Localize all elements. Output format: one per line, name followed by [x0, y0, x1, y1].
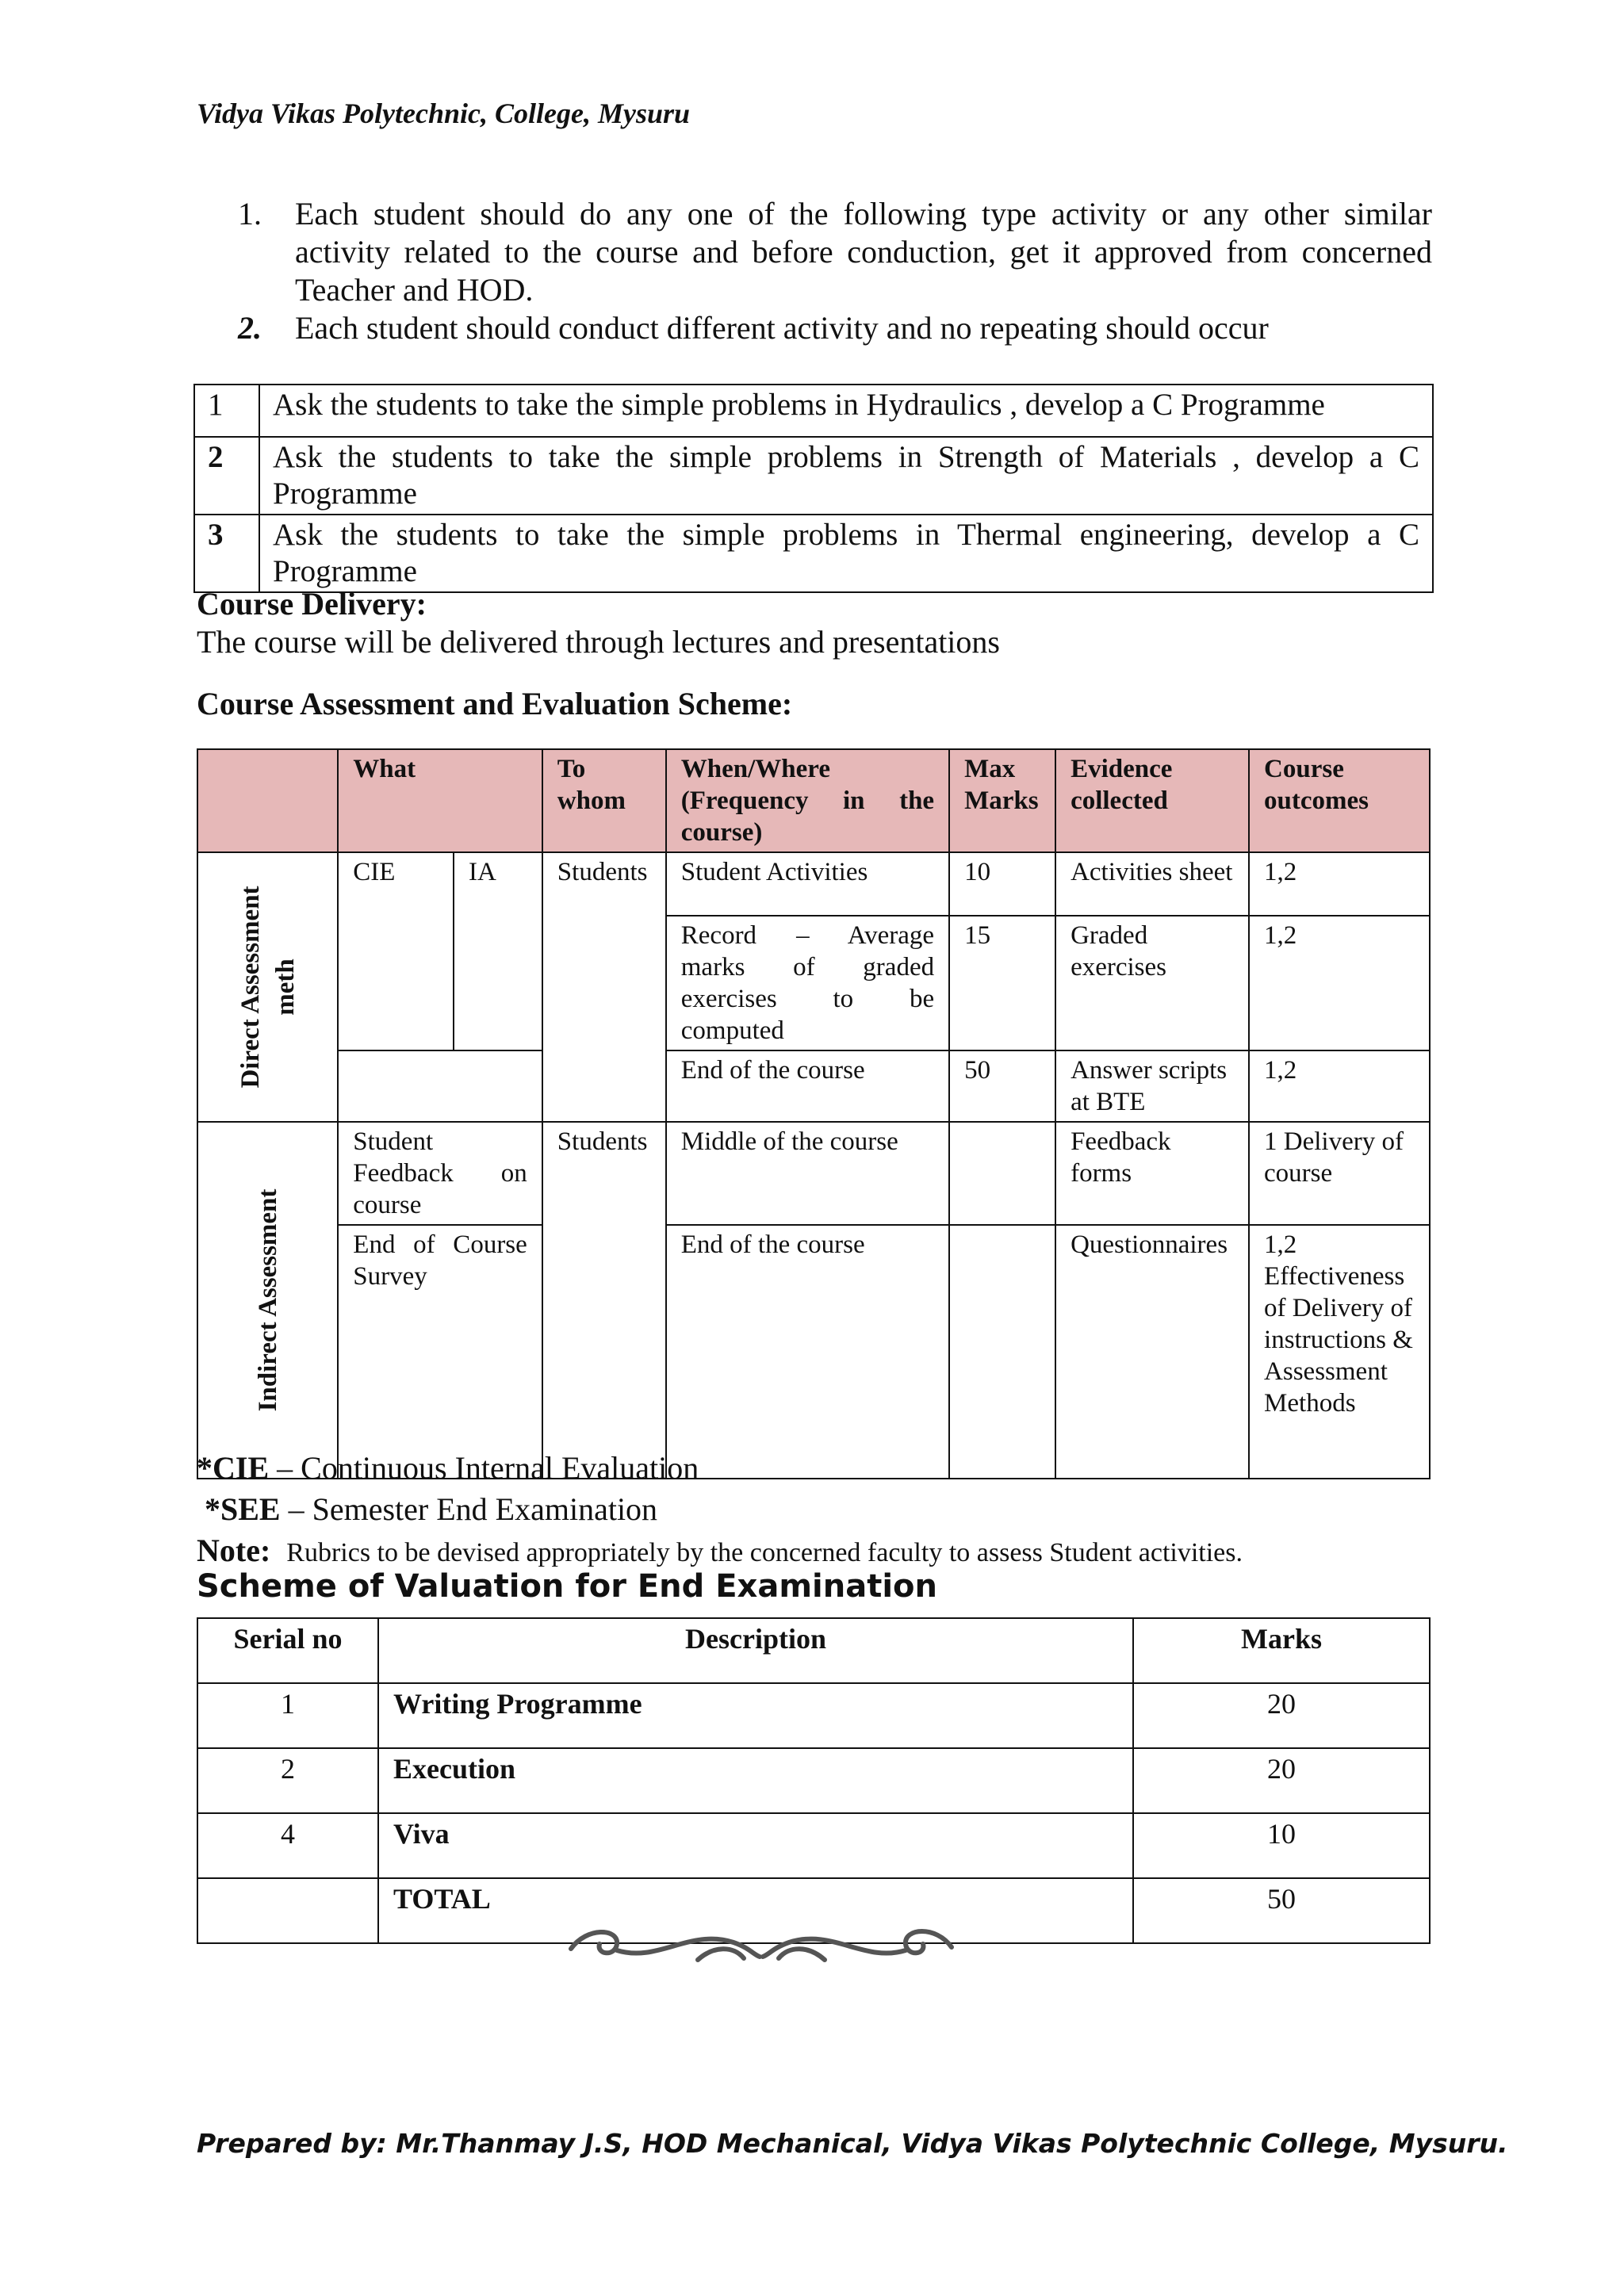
when-cell: Middle of the course: [666, 1122, 949, 1225]
direct-assessment-label: Direct Assessment meth: [236, 886, 300, 1089]
max-marks-cell: 15: [949, 916, 1055, 1050]
assessment-title: Course Assessment and Evaluation Scheme:: [197, 686, 793, 721]
activities-table: [193, 384, 1434, 593]
evidence-cell: Feedback forms: [1055, 1122, 1249, 1225]
assessment-table: [197, 748, 1431, 1479]
activity-number: 1: [194, 385, 259, 437]
activity-number: 2: [194, 437, 259, 515]
blank-header-cell: [197, 749, 338, 852]
description-header: Description: [378, 1618, 1133, 1683]
marks-cell: 10: [1133, 1813, 1430, 1878]
outcomes-cell: 1,2 Effectiveness of Delivery of instructions & Assessment Methods: [1249, 1225, 1430, 1479]
note-label: Note:: [197, 1533, 271, 1568]
instruction-number: 2.: [238, 310, 262, 346]
activity-number: 3: [194, 515, 259, 592]
instruction-item: [238, 309, 1432, 347]
table-header-row: [197, 1618, 1430, 1683]
serial-cell: 4: [197, 1813, 378, 1878]
blank-what-cell: [338, 1050, 542, 1122]
outcomes-header: Course outcomes: [1249, 749, 1430, 852]
to-whom-header: To whom: [542, 749, 666, 852]
evidence-cell: Questionnaires: [1055, 1225, 1249, 1479]
max-marks-cell: 50: [949, 1050, 1055, 1122]
when-cell: Record – Average marks of graded exercises to be computed: [666, 916, 949, 1050]
table-row: [197, 852, 1430, 916]
marks-cell: 20: [1133, 1748, 1430, 1813]
table-row: [194, 515, 1433, 592]
table-row: [197, 1122, 1430, 1225]
serial-cell: 2: [197, 1748, 378, 1813]
to-whom-cell: Students: [542, 1122, 666, 1479]
table-row: [194, 385, 1433, 437]
description-cell: Viva: [378, 1813, 1133, 1878]
outcomes-cell: 1,2: [1249, 1050, 1430, 1122]
evidence-cell: Answer scripts at BTE: [1055, 1050, 1249, 1122]
table-row: [197, 1225, 1430, 1479]
max-marks-cell: [949, 1122, 1055, 1225]
description-cell: TOTAL: [378, 1878, 1133, 1943]
table-row: [197, 1748, 1430, 1813]
indirect-assessment-cell: [197, 1122, 338, 1479]
decorative-flourish-icon: [555, 1919, 967, 1974]
cie-cell: CIE: [338, 852, 454, 1050]
outcomes-cell: 1,2: [1249, 852, 1430, 916]
when-cell: Student Activities: [666, 852, 949, 916]
course-delivery-text: The course will be delivered through lectures and presentations: [197, 624, 1000, 660]
what-cell: Student Feedback on course: [338, 1122, 542, 1225]
description-cell: Execution: [378, 1748, 1133, 1813]
cie-footnote: [197, 1449, 699, 1487]
when-cell: End of the course: [666, 1225, 949, 1479]
instruction-text: Each student should conduct different activity and no repeating should occur: [295, 310, 1269, 346]
cie-text: – Continuous Internal Evaluation: [269, 1450, 699, 1486]
see-footnote: [205, 1490, 657, 1528]
instruction-text: Each student should do any one of the following type activity or any other similar activity related to the course and before conduction, get it approved from concerned Teacher and HOD.: [295, 196, 1432, 308]
what-header: What: [338, 749, 542, 852]
see-text: – Semester End Examination: [280, 1491, 658, 1527]
table-row: [197, 1050, 1430, 1122]
activity-text: Ask the students to take the simple problems in Thermal engineering, develop a C Programme: [259, 515, 1433, 592]
outcomes-cell: 1 Delivery of course: [1249, 1122, 1430, 1225]
evidence-cell: Graded exercises: [1055, 916, 1249, 1050]
instruction-item: [238, 195, 1432, 309]
activity-text: Ask the students to take the simple problems in Hydraulics , develop a C Programme: [259, 385, 1433, 437]
max-marks-header: Max Marks: [949, 749, 1055, 852]
when-where-header: When/Where (Frequency in the course): [666, 749, 949, 852]
serial-cell: 1: [197, 1683, 378, 1748]
table-row: [194, 437, 1433, 515]
note-text: Rubrics to be devised appropriately by the concerned faculty to assess Student activities.: [286, 1538, 1243, 1567]
indirect-assessment-label: Indirect Assessment: [253, 1188, 282, 1412]
ia-cell: IA: [454, 852, 542, 1050]
max-marks-cell: 10: [949, 852, 1055, 916]
serial-header: Serial no: [197, 1618, 378, 1683]
college-header: Vidya Vikas Polytechnic, College, Mysuru: [197, 98, 691, 129]
marks-header: Marks: [1133, 1618, 1430, 1683]
note-line: [197, 1532, 1243, 1569]
course-delivery-title: Course Delivery:: [197, 586, 427, 622]
valuation-title: Scheme of Valuation for End Examination: [197, 1568, 937, 1605]
instruction-number: 1.: [238, 196, 262, 232]
when-cell: End of the course: [666, 1050, 949, 1122]
see-abbr: *SEE: [205, 1491, 281, 1527]
instruction-list: [238, 195, 1432, 347]
serial-cell: [197, 1878, 378, 1943]
activity-text: Ask the students to take the simple problems in Strength of Materials , develop a C Programme: [259, 437, 1433, 515]
evidence-cell: Activities sheet: [1055, 852, 1249, 916]
marks-cell: 50: [1133, 1878, 1430, 1943]
max-marks-cell: [949, 1225, 1055, 1479]
outcomes-cell: 1,2: [1249, 916, 1430, 1050]
evidence-header: Evidence collected: [1055, 749, 1249, 852]
cie-abbr: *CIE: [197, 1450, 270, 1486]
description-cell: Writing Programme: [378, 1683, 1133, 1748]
marks-cell: 20: [1133, 1683, 1430, 1748]
to-whom-cell: Students: [542, 852, 666, 1122]
table-row: [197, 1683, 1430, 1748]
valuation-table: [197, 1617, 1431, 1944]
table-row: [197, 1813, 1430, 1878]
direct-assessment-cell: [197, 852, 338, 1122]
prepared-by-footer: Prepared by: Mr.Thanmay J.S, HOD Mechanical, Vidya Vikas Polytechnic College, Mysuru.: [197, 2128, 1508, 2159]
table-header-row: [197, 749, 1430, 852]
what-cell: End of Course Survey: [338, 1225, 542, 1479]
